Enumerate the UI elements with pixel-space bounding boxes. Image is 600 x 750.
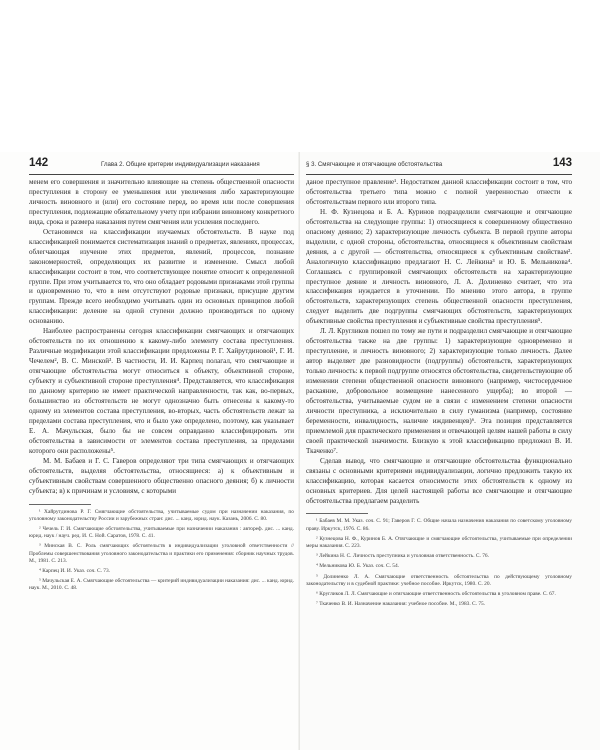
footnote: ¹ Бабаев М. М. Указ. соч. С. 91; Гаверов Г. С. Общие начала назначения наказания по советскому уголовному праву. Иркутск, 1976. С. 86. xyxy=(306,518,572,532)
left-body-text xyxy=(29,178,294,497)
paragraph: М. М. Бабаев и Г. С. Гаверов определяют три типа смягчающих и отягчающих обстоятельств, выделяя обстоятельства, относящиеся: а) к объективным и субъективным свойствам совершенного общественно опасного деяния; б) к личности субъекта; в) к причинам и условиям, с которыми xyxy=(29,456,294,495)
page-number: 142 xyxy=(29,157,49,169)
footnote-divider xyxy=(306,513,368,514)
running-head: Глава 2. Общие критерии индивидуализации наказания xyxy=(101,161,260,168)
footnote: ³ Минская В. С. Роль смягчающих обстоятельств в индивидуализации уголовной ответственности // Проблемы совершенствования уголовного законодательства и практики его применения: сборник научных трудов. М., 1981. С. 213. xyxy=(29,543,294,564)
footnote: ⁴ Мельникова Ю. Б. Указ. соч. С. 54. xyxy=(316,563,400,570)
paragraph: Остановимся на классификации изучаемых обстоятельств. В науке под классификацией понимается систематизация знаний о предметах, явлениях, процессах, облегчающая изучение этих предметов, явлений, процессов, познание закономерностей, определяющих их развитие и изменение. Смысл любой классификации состоит в том, что соответствующее понятие относит к определенной группе. При этом учитывается то, что оно обладает родовыми признаками этой группы и одновременно то, что в нем отсутствуют родовые признаки, присущие другим группам. Прежде всего необходимо учитывать один из основных принципов любой классификации: деление на одной ступени должно производиться по одному основанию. xyxy=(29,227,295,326)
left-page-header xyxy=(29,152,294,175)
right-page-header xyxy=(306,152,572,175)
paragraph: Н. Ф. Кузнецова и Б. А. Куринов подразделили смягчающие и отягчающие обстоятельства на следующие группы: 1) относящиеся к совершенному общественно опасному деянию; 2) характеризующие личность субъекта. В первой группе авторы выделили, с одной стороны, обстоятельства, относящиеся к объективным свойствам деяния, а с другой — обстоятельства, относящиеся к субъективным свойствам². Аналогичную классификацию предлагают Н. С. Лейкина³ и Ю. Б. Мельникова⁴. Соглашаясь с группировкой смягчающих обстоятельств на характеризующие преступное деяние и личность виновного, Л. А. Долиненко считает, что эта классификация нуждается в уточнении. По мнению этого автора, в группе обстоятельств, характеризующих степень общественной опасности преступления, следует выделить две подгруппы смягчающих обстоятельств, характеризующих объективные свойства преступления и субъективные свойства преступления⁵. xyxy=(306,207,572,326)
running-head: § 3. Смягчающие и отягчающие обстоятельства xyxy=(306,161,443,168)
footnote: ⁴ Карпец И. И. Указ. соч. С. 73. xyxy=(39,567,111,574)
left-page xyxy=(0,152,300,750)
footnote: ⁷ Ткаченко В. И. Назначение наказания: учебное пособие. М., 1983. С. 75. xyxy=(316,601,486,608)
right-page xyxy=(300,152,600,750)
right-footnotes xyxy=(306,518,572,608)
footnote: ¹ Хайрутдинова Р. Г. Смягчающие обстоятельства, учитываемые судом при назначении наказания, по уголовному законодательству России и зарубежных стран: дис. ... канд. юрид. наук. Казань, 2006. С. 80. xyxy=(29,508,294,522)
paragraph: Сделав вывод, что смягчающие и отягчающие обстоятельства функционально связаны с основными критериями индивидуализации, логично предложить такую их классификацию, которая касается относимости этих обстоятельств к одному из основных критериев. Для целей настоящей работы все смягчающие и отягчающие обстоятельства предлагаем разделить xyxy=(306,456,572,505)
paragraph: Наиболее распространены сегодня классификации смягчающих и отягчающих обстоятельств по их отношению к какому-либо элементу состава преступления. Различные модификации этой классификации предложены Р. Г. Хайрутдиновой¹, Г. И. Чечелем², В. С. Минской³. В частности, И. И. Карпец полагал, что смягчающие и отягчающие обстоятельства могут относиться к объекту, объективной стороне, субъекту и субъективной стороне преступления⁴. Представляется, что классификация по данному критерию не имеет практической направленности, так как, во-первых, большинство из обстоятельств не могут однозначно быть отнесены к какому-то одному из элементов состава преступления, во-вторых, часть обстоятельств лежат за пределами состава преступления, что и было уже определено, поэтому, как указывает Е. А. Мачульская, было бы не совсем оправданно классифицировать эти обстоятельства в зависимости от элементов состава преступления, за пределами которого они расположены⁵. xyxy=(29,327,294,455)
left-footnotes xyxy=(29,509,294,593)
footnote: ⁶ Кругликов Л. Л. Смягчающие и отягчающие ответственность обстоятельства в уголовном праве. С. 67. xyxy=(316,591,556,598)
paragraph: Л. Л. Кругликов пошел по тому же пути и подразделил смягчающие и отягчающие обстоятельства также на две группы: 1) характеризующие одновременно и преступление, и личность виновного; 2) характеризующие только личность. Далее автор выделяет две разновидности (подгруппы) обстоятельств, характеризующих только личность: к первой подгруппе относятся обстоятельства, свидетельствующие об изменении степени общественной опасности виновного (например, чистосердечное раскаяние, добровольное возмещение нанесенного ущерба); во второй — обстоятельства, учитываемые судом не в связи с изменением степени опасности личности преступника, а исключительно в силу гуманизма (например, состояние беременности, инвалидность, наличие иждивенцев)⁶. Эта позиция представляется приемлемой для практического применения и отвечающей целям нашей работы в силу своей практической значимости. Близкую к этой классификацию предложил В. И. Ткаченко⁷. xyxy=(306,327,572,455)
footnote: ³ Лейкина Н. С. Личность преступника и уголовная ответственность. С. 76. xyxy=(316,553,489,560)
right-body-text xyxy=(306,178,572,506)
footnote: ⁵ Мачульская Е. А. Смягчающие обстоятельства — критерий индивидуализации наказания: дис. ... канд. юрид. наук. М., 2010. С. 48. xyxy=(29,578,295,592)
page-number: 143 xyxy=(552,157,572,169)
footnote: ⁵ Долиненко Л. А. Смягчающие ответственность обстоятельства по действующему уголовному законодательству и в судебной практике: учебное пособие. Иркутск, 1980. С. 20. xyxy=(306,573,572,587)
footnote-divider xyxy=(29,504,91,505)
paragraph: даное преступное правление¹. Недостатком данной классификации состоит в том, что обстоятельства третьего типа можно с полной уверенностью отнести к обстоятельствам первого или второго типа. xyxy=(306,178,572,206)
paragraph: менем его совершения и значительно влияющие на степень общественной опасности преступления в сторону ее уменьшения или увеличения либо характеризующие личность виновного и (или) его состояние перед, во время или после совершения преступления, подлежащие обязательному учету при избрании виновному конкретного вида, срока и размера наказания путем смягчения или усиления последнего. xyxy=(29,178,294,226)
footnote: ² Кузнецова Н. Ф., Куринов Б. А. Отягчающие и смягчающие обстоятельства, учитываемые при определении меры наказания. С. 223. xyxy=(306,535,572,550)
background-area xyxy=(0,0,600,152)
footnote: ² Чечель Г. И. Смягчающие обстоятельства, учитываемые при назначении наказания : автореф. дис. ... канд. юрид. наук / науч. ред. И. С. Ной. Саратов, 1978. С. 41. xyxy=(29,525,294,540)
